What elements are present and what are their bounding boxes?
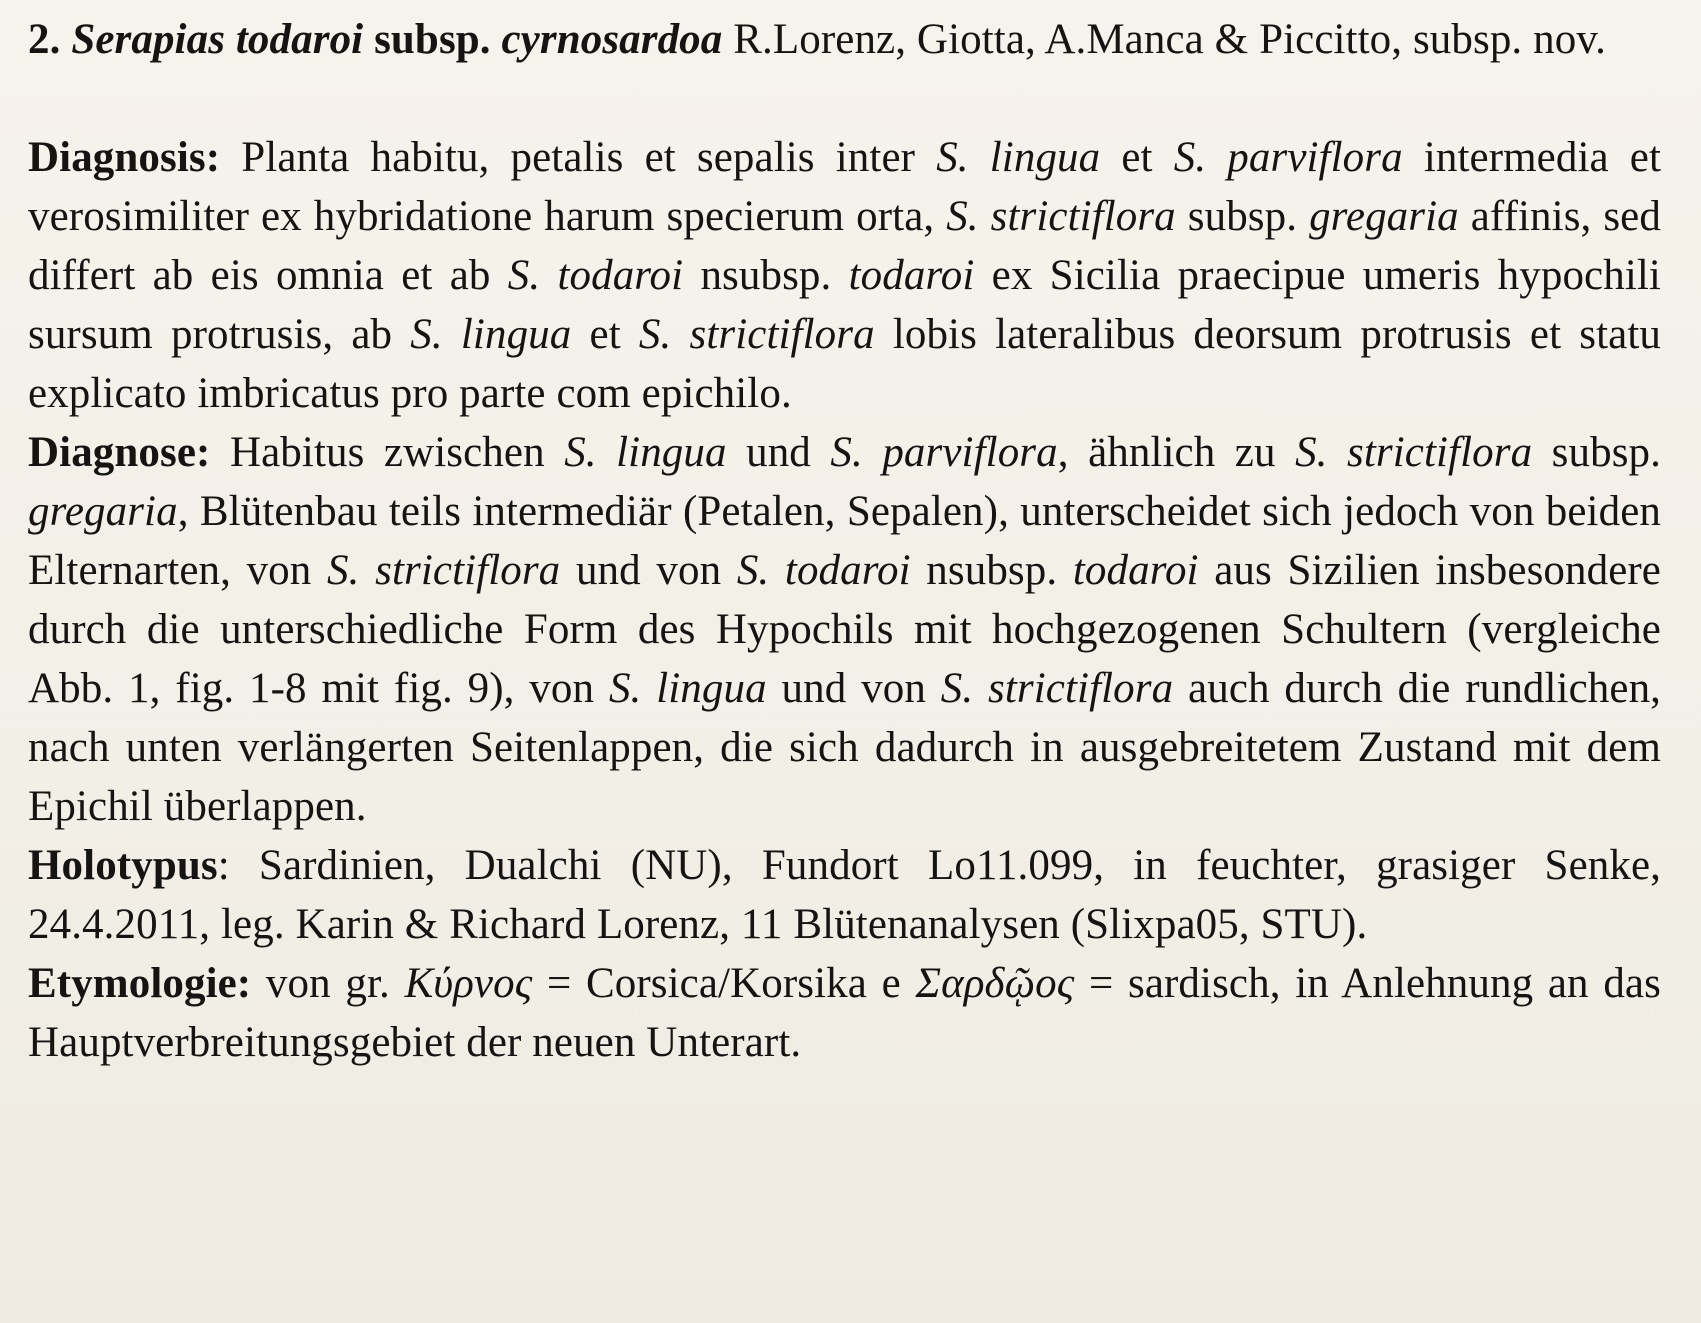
- diagnosis-text: et: [589, 311, 621, 358]
- holotypus-paragraph: [28, 836, 1661, 954]
- etymologie-text: = sardisch, in Anlehnung an das Hauptverbreitungsgebiet der neuen Unterart.: [28, 960, 1661, 1066]
- etymologie-text: von gr.: [265, 960, 390, 1007]
- diagnosis-text: Planta habitu, petalis et sepalis inter: [241, 134, 916, 181]
- diagnosis-taxon: S. todaroi: [507, 252, 684, 299]
- taxon-authors: R.Lorenz, Giotta, A.Manca & Piccitto,: [733, 16, 1403, 63]
- diagnosis-text: ex Sicilia praecipue umeris hypochili sursum protrusis, ab: [28, 252, 1661, 358]
- diagnosis-text: affinis, sed differt ab eis omnia et ab: [28, 193, 1661, 299]
- etymologie-paragraph: [28, 954, 1661, 1072]
- taxon-status: subsp. nov.: [1412, 16, 1606, 63]
- holotypus-label: Holotypus: [28, 842, 218, 889]
- diagnose-taxon: S. todaroi: [736, 547, 911, 594]
- diagnosis-taxon: S. lingua: [410, 311, 572, 358]
- diagnose-taxon: S. lingua: [564, 429, 727, 476]
- etymologie-greek: Σαρδῷος: [915, 960, 1075, 1007]
- etymologie-text: = Corsica/Korsika e: [546, 960, 901, 1007]
- diagnosis-taxon: todaroi: [848, 252, 975, 299]
- diagnosis-taxon: S. strictiflora: [638, 311, 875, 358]
- holotypus-text: : Sardinien, Dualchi (NU), Fundort Lo11.099, in feuchter, grasiger Senke, 24.4.2011, leg. Karin & Richard Lorenz, 11 Blütenanalysen (Slixpa05, STU).: [28, 842, 1661, 948]
- diagnose-taxon: gregaria: [28, 488, 178, 535]
- diagnose-text: und von: [781, 665, 926, 712]
- diagnosis-text: nsubsp.: [700, 252, 832, 299]
- diagnose-text: auch durch die rundlichen, nach unten verlängerten Seitenlappen, die sich dadurch in ausgebreitetem Zustand mit dem Epichil überlappen.: [28, 665, 1662, 830]
- diagnosis-paragraph: [28, 128, 1661, 423]
- diagnosis-text: subsp.: [1187, 193, 1298, 240]
- diagnose-text: und: [746, 429, 811, 476]
- diagnose-text: , ähnlich zu: [1057, 429, 1276, 476]
- diagnose-label: Diagnose:: [28, 429, 211, 476]
- diagnose-taxon: S. lingua: [608, 665, 767, 712]
- diagnose-text: nsubsp.: [926, 547, 1058, 594]
- diagnosis-text: intermedia et verosimiliter ex hybridatione harum specierum orta,: [28, 134, 1662, 240]
- diagnose-text: und von: [575, 547, 722, 594]
- taxon-heading: [28, 10, 1661, 69]
- diagnose-text: aus Sizilien insbesondere durch die unterschiedliche Form des Hypochils mit hochgezogenen Schultern (vergleiche Abb. 1, fig. 1-8 mit fig. 9), von: [28, 547, 1661, 712]
- diagnosis-label: Diagnosis:: [28, 134, 221, 181]
- diagnose-text: Habitus zwischen: [229, 429, 545, 476]
- taxon-rank: subsp.: [374, 16, 491, 63]
- taxon-species: todaroi: [235, 16, 364, 63]
- diagnose-taxon: S. strictiflora: [1295, 429, 1533, 476]
- diagnosis-text: lobis lateralibus deorsum protrusis et statu explicato imbricatus pro parte com epichilo.: [28, 311, 1661, 417]
- taxon-subspecies: cyrnosardoa: [501, 16, 723, 63]
- diagnose-taxon: todaroi: [1072, 547, 1199, 594]
- etymologie-label: Etymologie:: [28, 960, 252, 1007]
- etymologie-greek: Κύρνος: [404, 960, 533, 1007]
- diagnose-taxon: S. parviflora: [830, 429, 1058, 476]
- diagnose-taxon: S. strictiflora: [940, 665, 1174, 712]
- taxon-number: 2.: [28, 16, 61, 63]
- diagnosis-taxon: gregaria: [1309, 193, 1459, 240]
- diagnose-text: , Blütenbau teils intermediär (Petalen, Sepalen), unterscheidet sich jedoch von beiden Elternarten, von: [28, 488, 1661, 594]
- diagnosis-taxon: S. lingua: [936, 134, 1101, 181]
- taxon-genus: Serapias: [71, 16, 226, 63]
- diagnosis-taxon: S. parviflora: [1173, 134, 1403, 181]
- diagnose-paragraph: [28, 423, 1661, 836]
- diagnosis-taxon: S. strictiflora: [946, 193, 1176, 240]
- diagnose-text: subsp.: [1551, 429, 1661, 476]
- diagnosis-text: et: [1121, 134, 1153, 181]
- diagnose-taxon: S. strictiflora: [327, 547, 561, 594]
